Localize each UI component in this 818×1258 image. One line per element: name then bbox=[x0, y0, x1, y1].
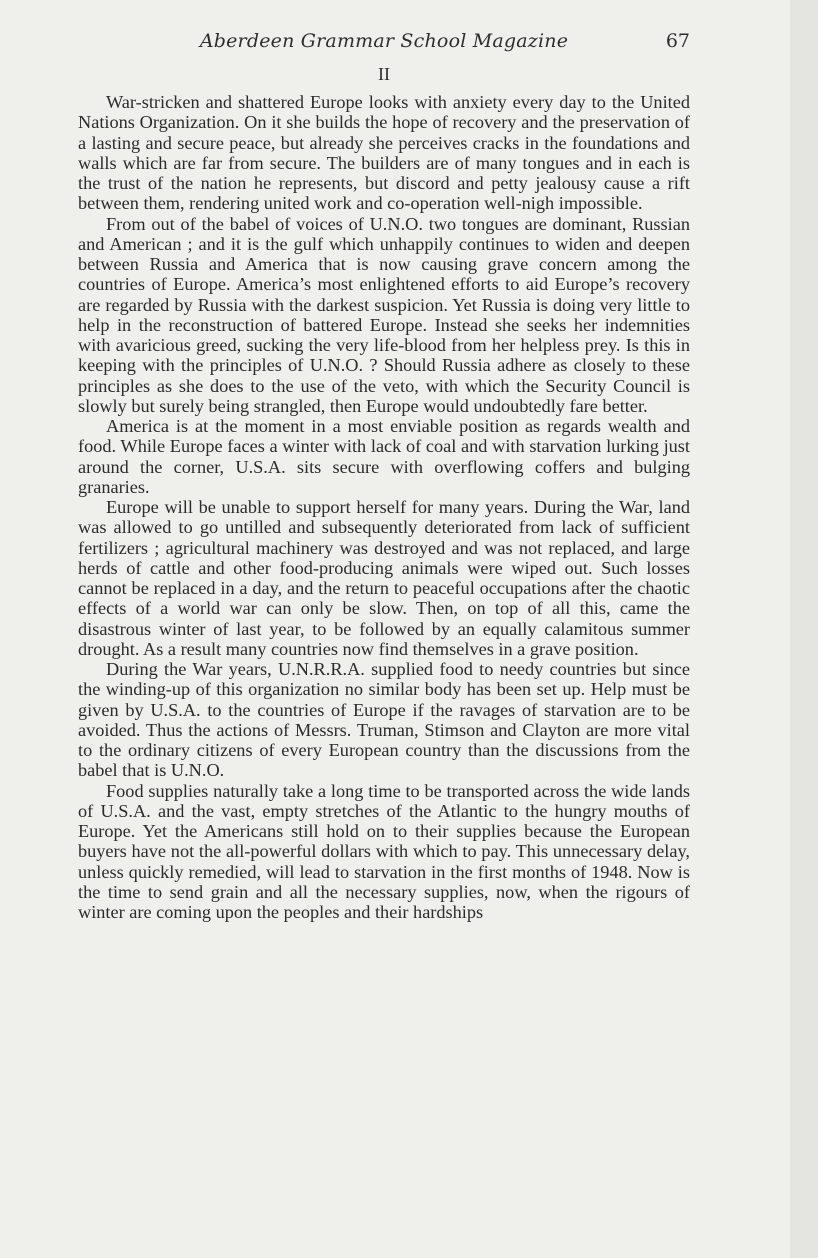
article-body bbox=[78, 92, 690, 922]
paragraph: America is at the moment in a most enviable position as regards wealth and food. While Europe faces a winter with lack of coal and with starvation lurking just around the corner, U.S.A. sits secure with overflowing coffers and bulging granaries. bbox=[78, 416, 690, 497]
paragraph: During the War years, U.N.R.R.A. supplied food to needy countries but since the winding-up of this organization no similar body has been set up. Help must be given by U.S.A. to the countries of Europe if the ravages of starvation are to be avoided. Thus the actions of Messrs. Truman, Stimson and Clayton are more vital to the ordinary citizens of every European country than the discussions from the babel that is U.N.O. bbox=[78, 659, 690, 781]
page-header bbox=[78, 30, 690, 60]
running-title: Aberdeen Grammar School Magazine bbox=[199, 30, 569, 52]
page-edge-shadow bbox=[790, 0, 818, 1258]
paragraph: Europe will be unable to support herself for many years. During the War, land was allowed to go untilled and subsequently deteriorated from lack of sufficient fertilizers ; agricultural machinery was destroyed and was not replaced, and large herds of cattle and other food-producing animals were wiped out. Such losses cannot be replaced in a day, and the return to peaceful occupations after the chaotic effects of a world war can only be slow. Then, on top of all this, came the disastrous winter of last year, to be followed by an equally calamitous summer drought. As a result many countries now find themselves in a grave position. bbox=[78, 497, 690, 659]
paragraph: From out of the babel of voices of U.N.O. two tongues are dominant, Russian and American ; and it is the gulf which unhappily continues to widen and deepen between Russia and America that is now causing grave concern among the countries of Europe. America’s most enlightened efforts to aid Europe’s recovery are regarded by Russia with the darkest suspicion. Yet Russia is doing very little to help in the reconstruction of battered Europe. Instead she seeks her indemnities with avaricious greed, sucking the very life-blood from her helpless prey. Is this in keeping with the principles of U.N.O. ? Should Russia adhere as closely to these principles as she does to the use of the veto, with which the Security Council is slowly but surely being strangled, then Europe would undoubtedly fare better. bbox=[78, 213, 690, 416]
section-numeral: II bbox=[378, 64, 390, 84]
page-number: 67 bbox=[665, 30, 690, 52]
paragraph: Food supplies naturally take a long time to be transported across the wide lands of U.S.A. and the vast, empty stretches of the Atlantic to the hungry mouths of Europe. Yet the Americans still hold on to their supplies because the European buyers have not the all-powerful dollars with which to pay. This unnecessary delay, unless quickly remedied, will lead to starvation in the first months of 1948. Now is the time to send grain and all the necessary supplies, now, when the rigours of winter are coming upon the peoples and their hardships bbox=[78, 780, 690, 922]
paragraph: War-stricken and shattered Europe looks with anxiety every day to the United Nations Organization. On it she builds the hope of recovery and the preservation of a lasting and secure peace, but already she perceives cracks in the foundations and walls which are far from secure. The builders are of many tongues and in each is the trust of the nation he represents, but discord and petty jealousy cause a rift between them, rendering united work and co-operation well-nigh impossible. bbox=[78, 92, 690, 214]
